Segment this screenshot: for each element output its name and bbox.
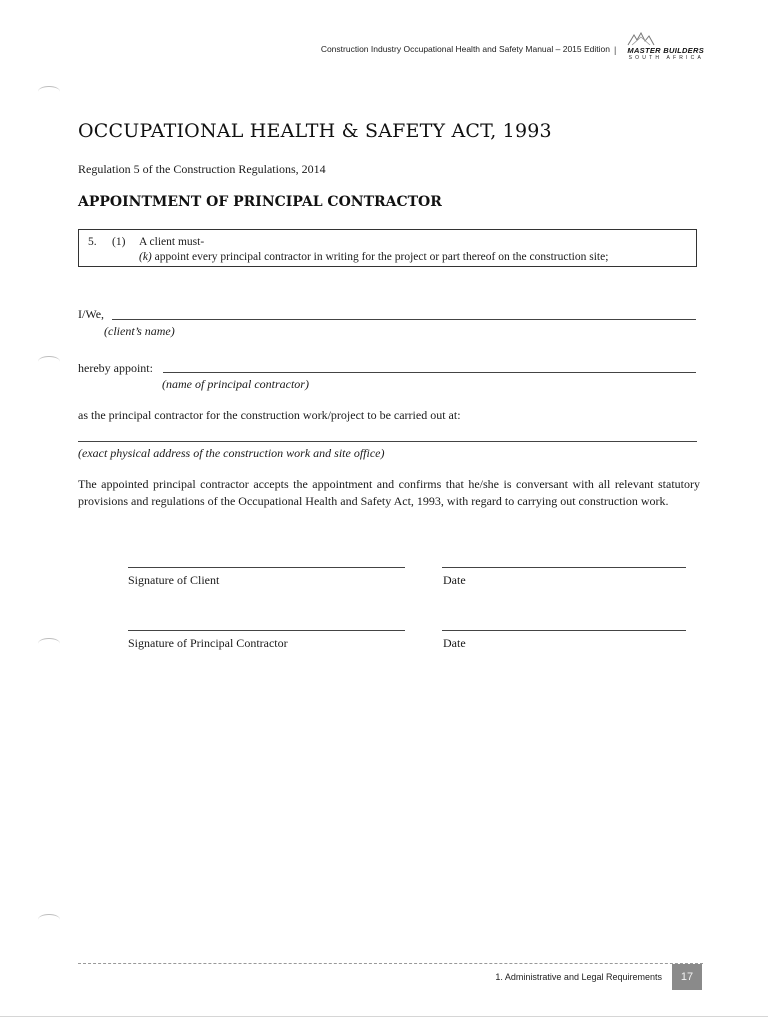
client-name-field[interactable] bbox=[112, 319, 696, 320]
contractor-date-label: Date bbox=[443, 636, 466, 650]
site-caption: (exact physical address of the construction work and site office) bbox=[78, 446, 385, 460]
regulation-reference: Regulation 5 of the Construction Regulations, 2014 bbox=[78, 162, 326, 176]
regulation-box bbox=[78, 229, 697, 267]
appoint-label: hereby appoint: bbox=[78, 361, 153, 375]
header-separator: | bbox=[614, 45, 617, 55]
regulation-intro: A client must- bbox=[139, 236, 205, 248]
site-label: as the principal contractor for the construction work/project to be carried out at: bbox=[78, 408, 461, 422]
page-number: 17 bbox=[672, 964, 702, 990]
logo-name: MASTER BUILDERS bbox=[627, 46, 704, 55]
binder-hole-mark bbox=[38, 914, 60, 925]
contractor-signature-field[interactable] bbox=[128, 630, 405, 631]
scan-edge bbox=[0, 1016, 768, 1017]
acceptance-paragraph: The appointed principal contractor accepts the appointment and confirms that he/she is conversant with all relevant statutory provisions and regulations of the Occupational Health and Safety Act, 1993, with regard to carrying out construction work. bbox=[78, 477, 700, 508]
form-heading: APPOINTMENT OF PRINCIPAL CONTRACTOR bbox=[78, 194, 442, 210]
regulation-item-text: appoint every principal contractor in writing for the project or part thereof on the construction site; bbox=[154, 251, 609, 263]
client-label: I/We, bbox=[78, 307, 105, 321]
logo-region: SOUTH AFRICA bbox=[628, 55, 704, 61]
footer-divider bbox=[78, 963, 703, 964]
master-builders-logo bbox=[620, 32, 704, 62]
regulation-item bbox=[139, 251, 608, 263]
client-signature-field[interactable] bbox=[128, 567, 405, 568]
principal-contractor-caption: (name of principal contractor) bbox=[162, 377, 309, 391]
regulation-number: 5. bbox=[88, 236, 97, 248]
client-signature-label: Signature of Client bbox=[128, 573, 220, 587]
principal-contractor-field[interactable] bbox=[163, 372, 696, 373]
client-date-label: Date bbox=[443, 573, 466, 587]
page-title: OCCUPATIONAL HEALTH & SAFETY ACT, 1993 bbox=[78, 120, 552, 142]
client-caption: (client’s name) bbox=[104, 324, 175, 338]
manual-title: Construction Industry Occupational Health and Safety Manual – 2015 Edition bbox=[320, 44, 610, 54]
binder-hole-mark bbox=[38, 638, 60, 649]
regulation-subsection: (1) bbox=[112, 236, 126, 248]
contractor-signature-label: Signature of Principal Contractor bbox=[128, 636, 288, 650]
client-date-field[interactable] bbox=[442, 567, 686, 568]
logo-emblem-icon bbox=[626, 32, 656, 46]
binder-hole-mark bbox=[38, 86, 60, 97]
binder-hole-mark bbox=[38, 356, 60, 367]
regulation-item-letter: (k) bbox=[139, 251, 152, 263]
site-address-field[interactable] bbox=[78, 441, 697, 442]
contractor-date-field[interactable] bbox=[442, 630, 686, 631]
footer-section: 1. Administrative and Legal Requirements bbox=[495, 972, 662, 982]
